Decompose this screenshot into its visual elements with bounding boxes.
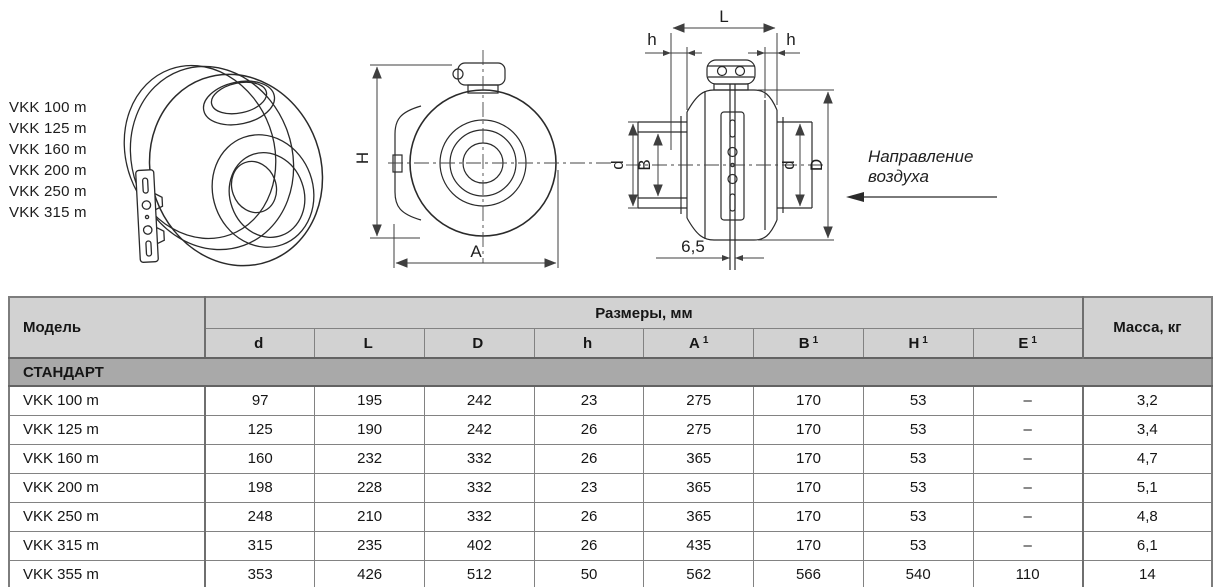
cell-model: VKK 125 m [9, 415, 205, 444]
cell-B: 170 [754, 386, 864, 415]
cell-E: – [973, 415, 1083, 444]
cell-mass: 4,8 [1083, 502, 1212, 531]
cell-L: 195 [315, 386, 425, 415]
dim-label-B: B [635, 159, 654, 171]
section-label: СТАНДАРТ [9, 358, 1212, 386]
col-header-B1: B $^1$ [754, 329, 864, 359]
cell-h: 26 [534, 415, 644, 444]
col-header-H1: H $^1$ [863, 329, 973, 359]
cell-B: 170 [754, 444, 864, 473]
col-header-model: Модель [9, 297, 205, 358]
cell-d: 160 [205, 444, 315, 473]
cell-L: 190 [315, 415, 425, 444]
dim-label-d-right: d [779, 160, 798, 170]
cell-mass: 6,1 [1083, 531, 1212, 560]
dimensions-table [8, 296, 1213, 587]
table-row-vkk-315 [9, 531, 1212, 560]
cell-B: 170 [754, 473, 864, 502]
table-row-vkk-355 [9, 560, 1212, 587]
table-row-vkk-100 [9, 386, 1212, 415]
section-row-standard [9, 358, 1212, 386]
bracket-plate [721, 112, 744, 220]
cell-mass: 14 [1083, 560, 1212, 587]
table-row-vkk-200 [9, 473, 1212, 502]
cell-model: VKK 200 m [9, 473, 205, 502]
cell-A: 275 [644, 386, 754, 415]
dim-label-h-left: h [647, 30, 657, 49]
cell-H: 53 [863, 444, 973, 473]
centerlines [388, 50, 612, 263]
cell-L: 228 [315, 473, 425, 502]
cell-H: 53 [863, 502, 973, 531]
cell-L: 235 [315, 531, 425, 560]
perspective-view [100, 43, 349, 290]
junction-box [458, 63, 505, 85]
dimension-lines [628, 28, 834, 261]
col-header-D: D [425, 329, 535, 359]
mounting-bracket [136, 169, 166, 262]
dim-label-plate-offset: 6,5 [681, 237, 705, 256]
table-row-vkk-125 [9, 415, 1212, 444]
front-view [353, 50, 612, 268]
junction-box-side [707, 60, 755, 84]
cell-D: 242 [425, 386, 535, 415]
cell-d: 315 [205, 531, 315, 560]
cell-E: 110 [973, 560, 1083, 587]
air-direction-arrow [846, 192, 864, 202]
col-header-L: L [315, 329, 425, 359]
cell-mass: 3,4 [1083, 415, 1212, 444]
model-list-item: VKK 125 m [9, 120, 87, 137]
model-list-item: VKK 100 m [9, 99, 87, 116]
cell-A: 275 [644, 415, 754, 444]
cell-model: VKK 250 m [9, 502, 205, 531]
air-direction-text-2: воздуха [868, 167, 929, 186]
cell-d: 248 [205, 502, 315, 531]
cell-A: 435 [644, 531, 754, 560]
air-direction-text-1: Направление [868, 147, 974, 166]
dim-label-D: D [807, 158, 826, 172]
dim-label-A: A [470, 242, 482, 261]
cell-h: 26 [534, 531, 644, 560]
cell-E: – [973, 502, 1083, 531]
cell-d: 198 [205, 473, 315, 502]
cell-D: 512 [425, 560, 535, 587]
cell-A: 365 [644, 473, 754, 502]
cell-mass: 4,7 [1083, 444, 1212, 473]
cell-L: 210 [315, 502, 425, 531]
cell-mass: 5,1 [1083, 473, 1212, 502]
cell-E: – [973, 444, 1083, 473]
cell-H: 53 [863, 415, 973, 444]
model-list-item: VKK 200 m [9, 162, 87, 179]
table-row-vkk-250 [9, 502, 1212, 531]
cell-model: VKK 315 m [9, 531, 205, 560]
air-direction [846, 147, 997, 202]
cell-D: 332 [425, 444, 535, 473]
cell-E: – [973, 531, 1083, 560]
cell-L: 232 [315, 444, 425, 473]
cell-B: 170 [754, 531, 864, 560]
cell-h: 23 [534, 386, 644, 415]
cell-model: VKK 355 m [9, 560, 205, 587]
model-list-item: VKK 250 m [9, 183, 87, 200]
cell-h: 23 [534, 473, 644, 502]
col-header-mass: Масса, кг [1083, 297, 1212, 358]
col-header-h: h [534, 329, 644, 359]
cell-h: 26 [534, 444, 644, 473]
cell-model: VKK 100 m [9, 386, 205, 415]
col-header-d: d [205, 329, 315, 359]
cell-B: 170 [754, 415, 864, 444]
cell-d: 353 [205, 560, 315, 587]
dim-label-d-left: d [608, 160, 627, 170]
cell-h: 26 [534, 502, 644, 531]
cell-B: 170 [754, 502, 864, 531]
dim-label-L: L [719, 7, 729, 26]
cell-E: – [973, 473, 1083, 502]
dim-label-h-right: h [786, 30, 796, 49]
cell-L: 426 [315, 560, 425, 587]
cell-D: 242 [425, 415, 535, 444]
cell-H: 53 [863, 531, 973, 560]
cell-h: 50 [534, 560, 644, 587]
side-view [608, 7, 834, 270]
cell-D: 332 [425, 502, 535, 531]
model-list-item: VKK 315 m [9, 204, 87, 221]
col-header-A1: A $^1$ [644, 329, 754, 359]
cell-H: 53 [863, 473, 973, 502]
cell-B: 566 [754, 560, 864, 587]
table-row-vkk-160 [9, 444, 1212, 473]
cell-d: 97 [205, 386, 315, 415]
cell-mass: 3,2 [1083, 386, 1212, 415]
dimension-lines [370, 65, 558, 268]
model-list-item: VKK 160 m [9, 141, 87, 158]
col-header-dimensions: Размеры, мм [205, 297, 1083, 329]
cell-E: – [973, 386, 1083, 415]
dim-label-H: H [353, 151, 372, 165]
cell-H: 540 [863, 560, 973, 587]
col-header-E1: E $^1$ [973, 329, 1083, 359]
cell-A: 365 [644, 502, 754, 531]
cell-D: 332 [425, 473, 535, 502]
cell-d: 125 [205, 415, 315, 444]
cell-A: 365 [644, 444, 754, 473]
cell-A: 562 [644, 560, 754, 587]
cell-model: VKK 160 m [9, 444, 205, 473]
cell-H: 53 [863, 386, 973, 415]
cell-D: 402 [425, 531, 535, 560]
